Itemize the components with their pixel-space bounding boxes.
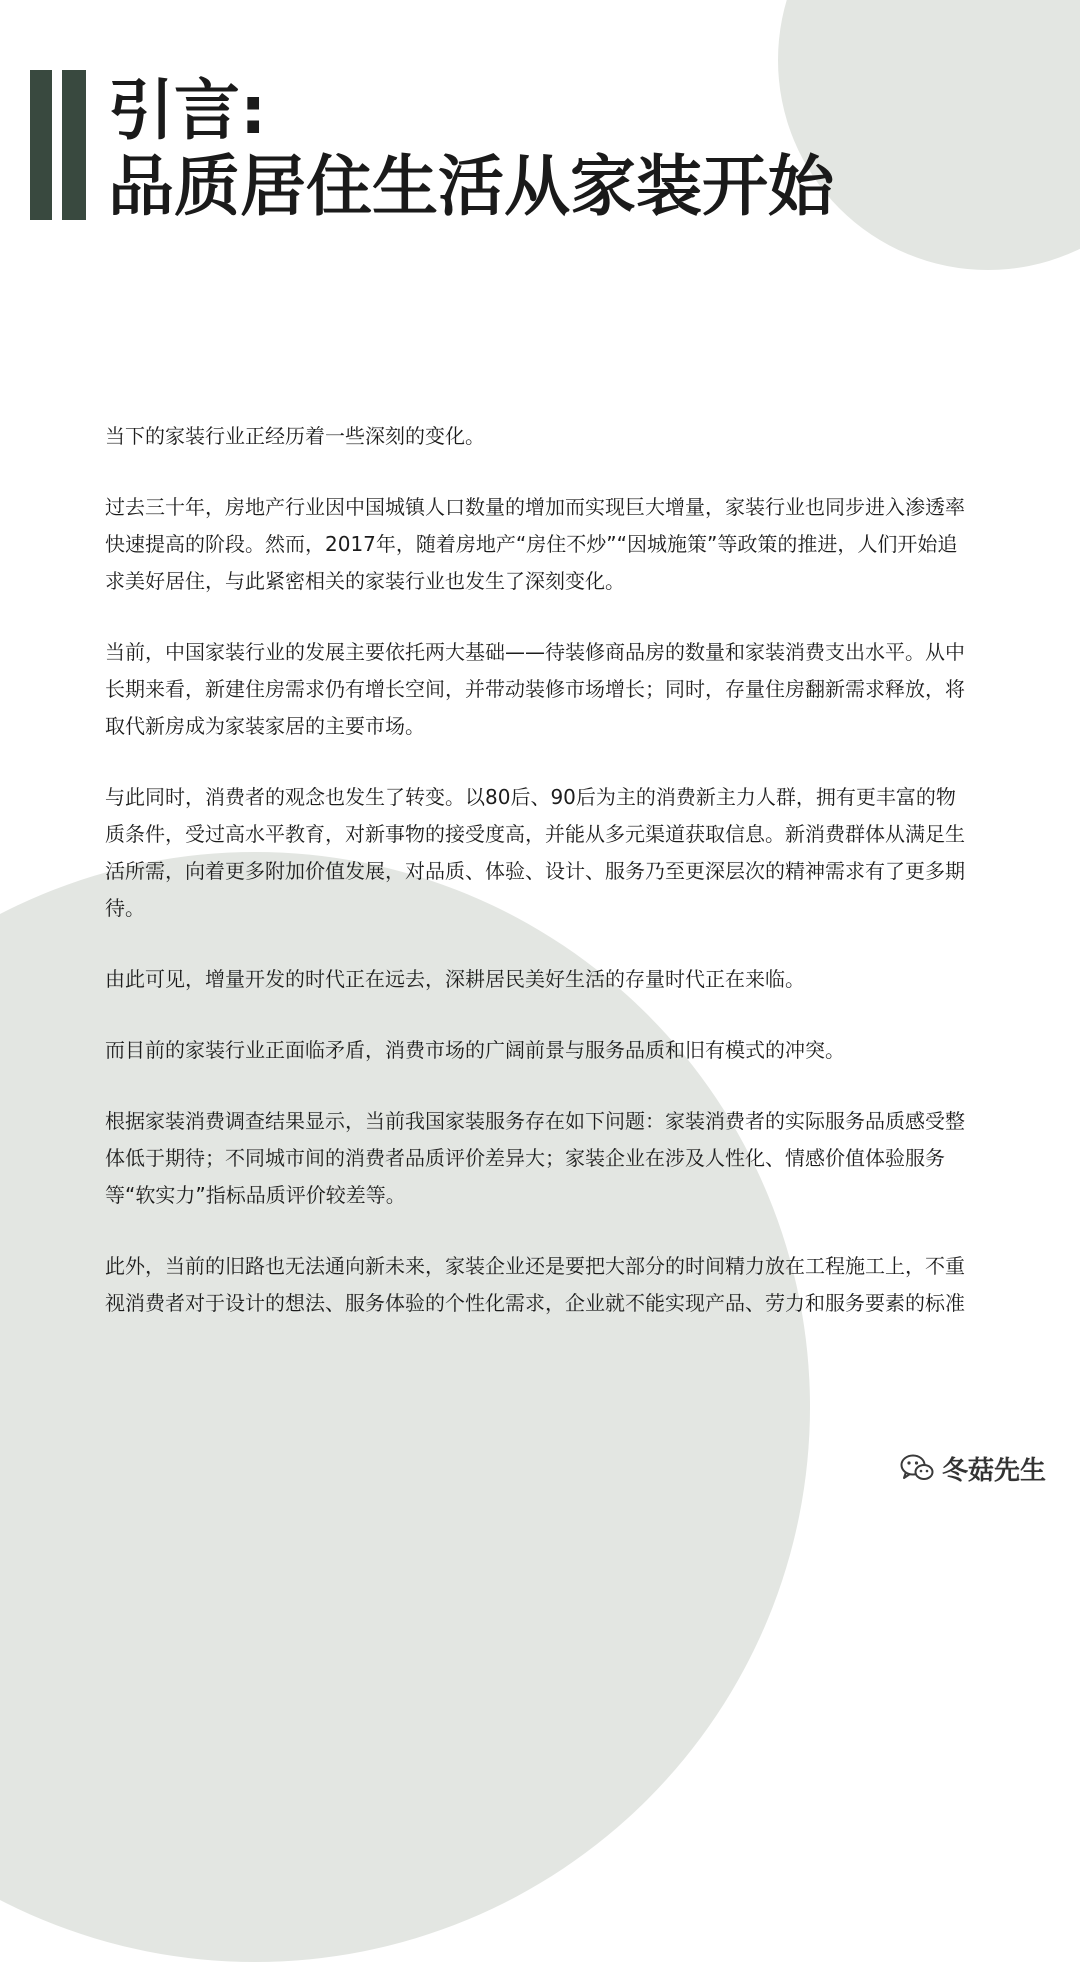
paragraph: 而目前的家装行业正面临矛盾，消费市场的广阔前景与服务品质和旧有模式的冲突。 <box>105 1038 845 1062</box>
paragraph: 由此可见，增量开发的时代正在远去，深耕居民美好生活的存量时代正在来临。 <box>105 967 805 991</box>
page-title-line-2: 品质居住生活从家装开始 <box>108 148 834 225</box>
watermark <box>900 1448 1046 1488</box>
title-accent-bar-right <box>62 70 86 220</box>
paragraph: 过去三十年，房地产行业因中国城镇人口数量的增加而实现巨大增量，家装行业也同步进入渗透率快速提高的阶段。然而，2017年，随着房地产“房住不炒”“因城施策”等政策的推进，人们开始追求美好居住，与此紧密相关的家装行业也发生了深刻变化。 <box>105 495 965 593</box>
paragraph: 与此同时，消费者的观念也发生了转变。以80后、90后为主的消费新主力人群，拥有更丰富的物质条件，受过高水平教育，对新事物的接受度高，并能从多元渠道获取信息。新消费群体从满足生活所需，向着更多附加价值发展，对品质、体验、设计、服务乃至更深层次的精神需求有了更多期待。 <box>105 785 965 920</box>
paragraph: 根据家装消费调查结果显示，当前我国家装服务存在如下问题：家装消费者的实际服务品质感受整体低于期待；不同城市间的消费者品质评价差异大；家装企业在涉及人性化、情感价值体验服务等“软实力”指标品质评价较差等。 <box>105 1109 965 1207</box>
decorative-circle-top <box>778 0 1080 270</box>
paragraph: 当下的家装行业正经历着一些深刻的变化。 <box>105 424 485 448</box>
paragraph: 此外，当前的旧路也无法通向新未来，家装企业还是要把大部分的时间精力放在工程施工上，不重视消费者对于设计的想法、服务体验的个性化需求，企业就不能实现产品、劳力和服务要素的标准 <box>105 1254 965 1315</box>
watermark-text: 冬菇先生 <box>942 1455 1047 1486</box>
wechat-icon <box>900 1453 934 1483</box>
title-accent-bar-left <box>30 70 52 220</box>
page-title-line-1: 引言: <box>108 72 267 149</box>
article-body <box>105 418 973 1356</box>
paragraph: 当前，中国家装行业的发展主要依托两大基础——待装修商品房的数量和家装消费支出水平。从中长期来看，新建住房需求仍有增长空间，并带动装修市场增长；同时，存量住房翻新需求释放，将取代新房成为家装家居的主要市场。 <box>105 640 965 738</box>
